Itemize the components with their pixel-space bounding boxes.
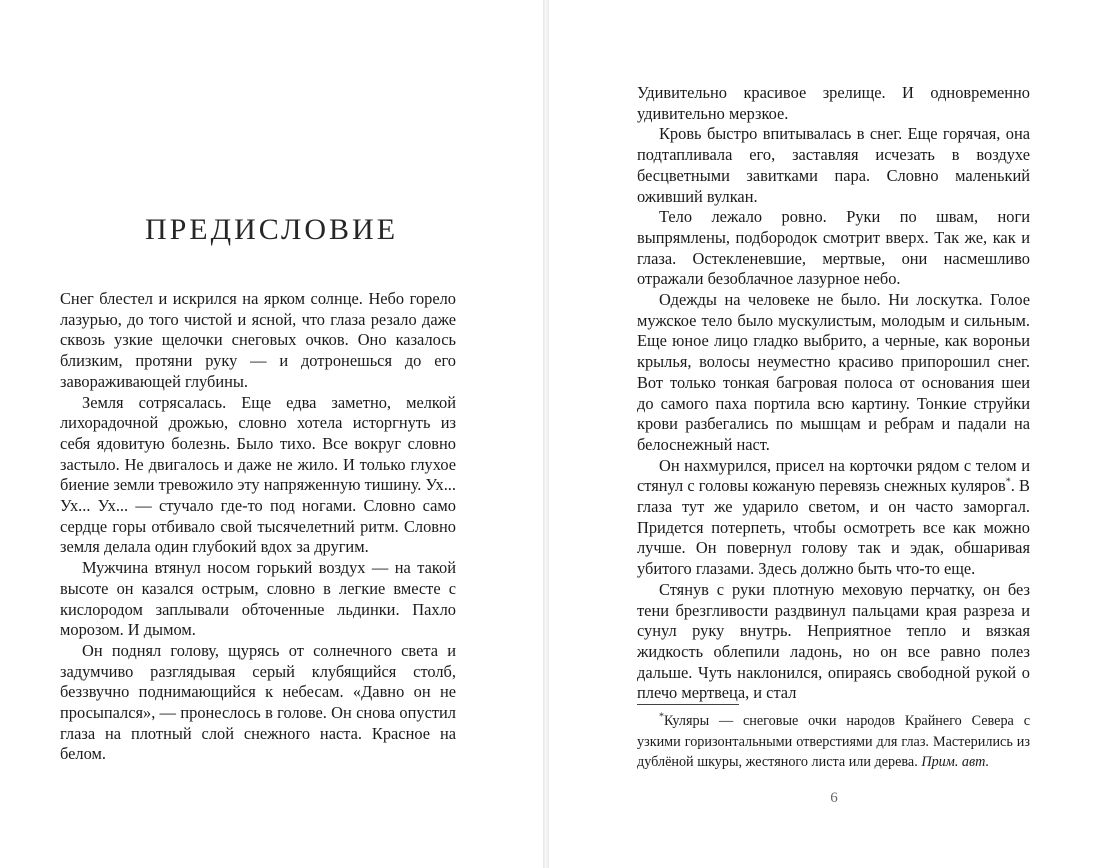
paragraph: Земля сотрясалась. Еще едва заметно, мелкой лихорадочной дрожью, словно хотела исторгнуть из себя ядовитую болезнь. Было тихо. Все вокруг словно застыло. Не двигалось и даже не жило. И только глухое биение земли тревожило эту напряженную тишину. Ух... Ух... Ух... — стучало где-то под ногами. Словно само сердце горы отбивало свой тысячелетний ритм. Словно земля делала один глубокий вдох за другим.: [60, 392, 456, 557]
footnote-divider: [637, 704, 739, 705]
footnote: [637, 711, 1030, 773]
right-page-text: [637, 83, 1030, 704]
paragraph: Мужчина втянул носом горький воздух — на такой высоте он казался острым, словно в легкие вместе с кислородом заплывали обточенные льдинки. Пахло морозом. И дымом.: [60, 558, 456, 640]
chapter-title: ПРЕДИСЛОВИЕ: [144, 213, 399, 246]
paragraph: Кровь быстро впитывалась в снег. Еще горячая, она подтапливала его, заставляя исчезать в воздухе бесцветными завитками пара. Словно маленький оживший вулкан.: [637, 124, 1030, 206]
paragraph: Одежды на человеке не было. Ни лоскутка. Голое мужское тело было мускулистым, молодым и сильным. Еще юное лицо гладко выбрито, а черные, как вороньи крылья, волосы неуместно красиво припорошил снег. Вот только тонкая багровая полоса от основания шеи до самого паха портила всю картину. Тонкие струйки крови разбегались по мышцам и ребрам и падали на белоснежный наст.: [637, 290, 1030, 454]
page-number: 6: [830, 790, 838, 806]
paragraph: Стянув с руки плотную меховую перчатку, он без тени брезгливости раздвинул пальцами края разреза и сунул руку внутрь. Неприятное тепло и вязкая жидкость облепили ладонь, но он все равно полез дальше. Чуть наклонился, опираясь свободной рукой о плечо мертвеца, и стал: [637, 579, 1030, 703]
footnote-text: Куляры — снеговые очки народов Крайнего Севера с узкими горизонтальными отверстиями для глаз. Мастерились из дублёной шкуры, жестяного листа или дерева.: [637, 713, 1030, 770]
left-page-text: [60, 289, 456, 765]
footnote-reference-mark: *: [1005, 476, 1011, 488]
paragraph-text: Он нахмурился, присел на корточки рядом с телом и стянул с головы кожаную перевязь снежных куляров: [637, 455, 1030, 496]
left-page: [0, 0, 543, 868]
paragraph-text: . В глаза тут же ударило светом, и он часто заморгал. Придется потерпеть, чтобы осмотреть все как можно лучше. Он повернул голову так и эдак, обшаривая убитого глазами. Здесь должно быть что-то еще.: [637, 476, 1030, 579]
footnote-mark: *: [659, 711, 664, 723]
paragraph: Снег блестел и искрился на ярком солнце. Небо горело лазурью, до того чистой и ясной, что глаза резало даже сквозь узкие щелочки снеговых очков. Оно казалось близким, протяни руку — и дотронешься до его завораживающей глубины.: [60, 289, 456, 391]
footnote-attribution: Прим. авт.: [921, 754, 990, 770]
paragraph: Удивительно красивое зрелище. И одновременно удивительно мерзкое.: [637, 83, 1030, 123]
paragraph: Тело лежало ровно. Руки по швам, ноги выпрямлены, подбородок смотрит вверх. Так же, как и глаза. Остекленевшие, мертвые, они насмешливо отражали безоблачное лазурное небо.: [637, 207, 1030, 289]
paragraph: Он поднял голову, щурясь от солнечного света и задумчиво разглядывая серый клубящийся столб, беззвучно поднимающийся к небесам. «Давно он не просыпался», — пронеслось в голове. Он снова опустил глаза на плотный слой снежного наста. Красное на белом.: [60, 640, 456, 764]
paragraph: [637, 456, 1030, 580]
